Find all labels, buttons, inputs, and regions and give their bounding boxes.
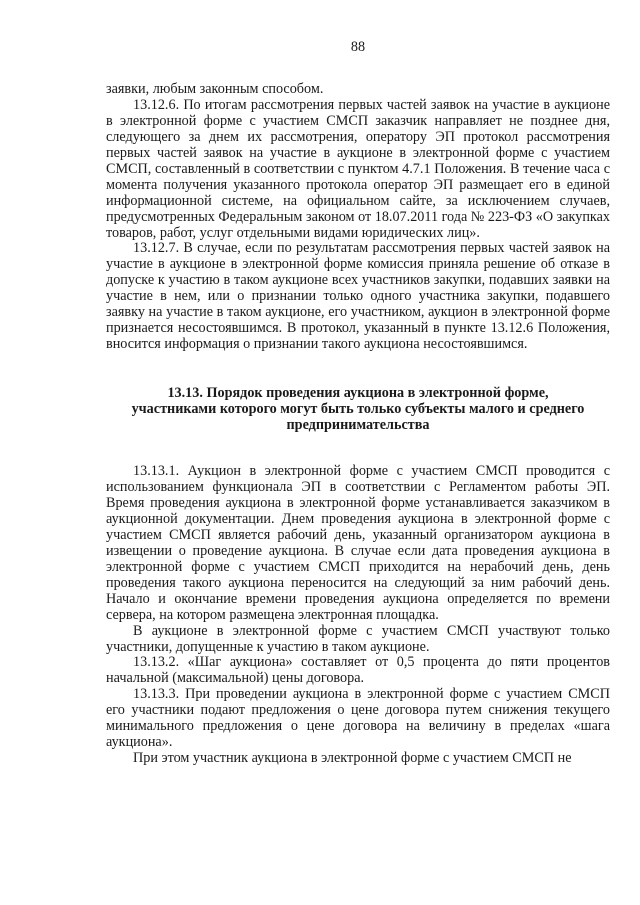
paragraph-participants	[106, 624, 610, 656]
paragraph-13-13-3	[106, 687, 610, 751]
paragraph-text: «Шаг аукциона» составляет от 0,5 процента до пяти процентов начальной (максимальной) цены договора.	[106, 654, 610, 687]
paragraph-text: При этом участник аукциона в электронной форме с участием СМСП не	[133, 750, 572, 767]
heading-line: 13.13. Порядок проведения аукциона в электронной форме,	[167, 385, 549, 402]
paragraph-13-12-7	[106, 241, 610, 353]
paragraph-13-12-6	[106, 98, 610, 242]
clause-number: 13.13.3.	[133, 686, 180, 703]
paragraph-text: Аукцион в электронной форме с участием СМСП проводится с использованием функционала ЭП в соответствии с Регламентом работы ЭП. Время проведения аукциона в электронной форме устанавливается заказчиком в аукционной документации. Днем проведения аукциона в электронной форме с участием СМСП является рабочий день, указанный организатором аукциона в извещении о проведение аукциона. В случае если дата проведения аукциона в электронной форме с участием СМСП приходится на нерабочий день, день проведения такого аукциона переносится на следующий за ним рабочий день. Начало и окончание времени проведения аукциона определяется по времени сервера, на котором размещена электронная площадка.	[106, 463, 610, 623]
paragraph-text: При проведении аукциона в электронной форме с участием СМСП его участники подают предложения о цене договора путем снижения текущего минимального предложения о цене договора на величину в пределах «шага аукциона».	[106, 686, 610, 751]
page-number: 88	[350, 39, 366, 55]
paragraph-text: В случае, если по результатам рассмотрения первых частей заявок на участие в аукционе в электронной форме комиссия приняла решение об отказе в допуске к участию в таком аукционе всех участников закупки, подавших заявки на участие в нем, или о признании только одного участника закупки, подавшего заявку на участие в таком аукционе, его участником, аукцион в электронной форме признается несостоявшимся. В протокол, указанный в пункте 13.12.6 Положения, вносится информация о признании такого аукциона несостоявшимся.	[106, 240, 610, 353]
clause-number: 13.13.1.	[133, 463, 180, 480]
clause-number: 13.13.2.	[133, 654, 180, 671]
paragraph-13-13-1	[106, 464, 610, 624]
paragraph-continuation	[106, 82, 610, 98]
paragraph-text: По итогам рассмотрения первых частей заявок на участие в аукционе в электронной форме с участием СМСП заказчик направляет не позднее дня, следующего за днем их рассмотрения, оператору ЭП протокол рассмотрения первых частей заявок на участие в аукционе в электронной форме с участием СМСП, составленный в соответствии с пунктом 4.7.1 Положения. В течение часа с момента получения указанного протокола оператор ЭП размещает его в единой информационной системе, на официальном сайте, за исключением случаев, предусмотренных Федеральным законом от 18.07.2011 года № 223-ФЗ «О закупках товаров, работ, услуг отдельными видами юридических лиц».	[106, 96, 610, 241]
paragraph-13-13-2	[106, 655, 610, 687]
paragraph-trailing	[106, 751, 610, 767]
clause-number: 13.12.7.	[133, 240, 180, 257]
section-heading-13-13	[106, 386, 610, 434]
paragraph-text: В аукционе в электронной форме с участием СМСП участвуют только участники, допущенные к участию в таком аукционе.	[106, 622, 610, 655]
heading-line: предпринимательства	[286, 417, 430, 434]
paragraph-text: заявки, любым законным способом.	[106, 80, 324, 97]
clause-number: 13.12.6.	[133, 96, 180, 113]
heading-line: участниками которого могут быть только субъекты малого и среднего	[131, 401, 585, 418]
